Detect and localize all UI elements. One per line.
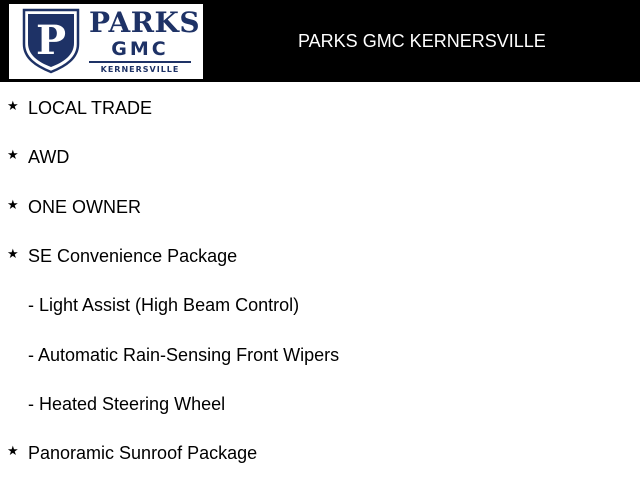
dealer-logo xyxy=(9,4,203,79)
logo-name: PARKS xyxy=(89,6,201,39)
feature-text: - Heated Steering Wheel xyxy=(28,394,226,414)
logo-location: KERNERSVILLE xyxy=(100,65,180,74)
logo-sub: GMC xyxy=(111,38,169,60)
list-item xyxy=(0,245,640,275)
list-item xyxy=(0,344,640,374)
logo-divider xyxy=(89,61,191,63)
list-item xyxy=(0,97,640,127)
dealer-title: PARKS GMC KERNERSVILLE xyxy=(298,31,546,51)
header-bar xyxy=(0,0,640,82)
feature-text: Panoramic Sunroof Package xyxy=(28,443,258,463)
star-icon: ★ xyxy=(7,198,19,213)
shield-letter: P xyxy=(35,17,67,64)
star-icon: ★ xyxy=(7,148,19,163)
star-icon: ★ xyxy=(7,247,19,262)
list-item xyxy=(0,393,640,423)
list-item xyxy=(0,442,640,472)
feature-text: AWD xyxy=(28,147,70,167)
list-item xyxy=(0,146,640,176)
feature-text: LOCAL TRADE xyxy=(28,98,153,118)
star-icon: ★ xyxy=(7,99,19,114)
list-item xyxy=(0,294,640,324)
star-icon: ★ xyxy=(7,444,19,459)
feature-text: SE Convenience Package xyxy=(28,246,238,266)
list-item xyxy=(0,196,640,226)
feature-text: - Automatic Rain-Sensing Front Wipers xyxy=(28,345,340,365)
feature-text: ONE OWNER xyxy=(28,197,142,217)
feature-text: - Light Assist (High Beam Control) xyxy=(28,295,300,315)
shield-icon xyxy=(22,8,80,74)
